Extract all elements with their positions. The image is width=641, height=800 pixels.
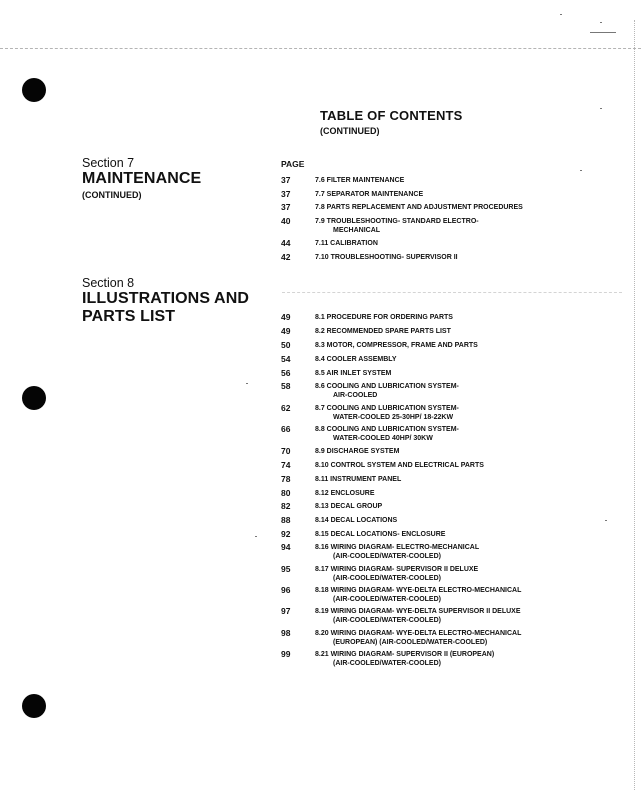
toc-entry-line1: 8.8 COOLING AND LUBRICATION SYSTEM-: [315, 426, 459, 433]
toc-entry-text: [315, 516, 575, 525]
toc-entry-page: 49: [281, 326, 291, 336]
toc-entry-page: 49: [281, 312, 291, 322]
toc-entry: [281, 530, 575, 539]
toc-entry: [281, 404, 575, 422]
toc-entry-line2: (AIR-COOLED/WATER-COOLED): [333, 596, 441, 603]
toc-entry-page: 44: [281, 238, 291, 248]
scan-speck: [590, 32, 616, 33]
toc-entry-line1: 8.17 WIRING DIAGRAM- SUPERVISOR II DELUXE: [315, 566, 479, 573]
section7-continued: (CONTINUED): [82, 190, 142, 200]
toc-entry: [281, 313, 575, 322]
toc-entry-page: 88: [281, 515, 291, 525]
toc-entry-text: [315, 313, 575, 322]
toc-entry-text: [315, 369, 575, 378]
toc-entry-page: 97: [281, 606, 291, 616]
scan-speck: [605, 520, 607, 521]
toc-entry-line1: 8.9 DISCHARGE SYSTEM: [315, 448, 400, 455]
toc-entry-line1: 8.20 WIRING DIAGRAM- WYE-DELTA ELECTRO-MECHANICAL: [315, 630, 522, 637]
toc-entry: [281, 516, 575, 525]
scan-speck: [255, 536, 257, 537]
toc-entry-text: [315, 607, 575, 625]
toc-entry-line1: 8.5 AIR INLET SYSTEM: [315, 370, 392, 377]
toc-entry-text: [315, 203, 575, 212]
toc-entry-page: 96: [281, 585, 291, 595]
toc-title: TABLE OF CONTENTS: [320, 108, 463, 123]
toc-entry-line1: 7.11 CALIBRATION: [315, 240, 378, 247]
toc-entry-line1: 8.6 COOLING AND LUBRICATION SYSTEM-: [315, 383, 459, 390]
toc-entry-line2: AIR-COOLED: [333, 392, 378, 399]
toc-entry-line1: 8.7 COOLING AND LUBRICATION SYSTEM-: [315, 405, 459, 412]
toc-entry-page: 92: [281, 529, 291, 539]
toc-entry-page: 95: [281, 564, 291, 574]
toc-entry: [281, 461, 575, 470]
toc-entry-text: [315, 502, 575, 511]
scan-dash-line: [282, 292, 622, 293]
toc-entry-line2: (AIR-COOLED/WATER-COOLED): [333, 575, 441, 582]
toc-entry-line1: 8.1 PROCEDURE FOR ORDERING PARTS: [315, 314, 453, 321]
toc-entry-line1: 8.12 ENCLOSURE: [315, 490, 375, 497]
toc-entry-line1: 7.9 TROUBLESHOOTING- STANDARD ELECTRO-: [315, 218, 479, 225]
toc-entry-page: 98: [281, 628, 291, 638]
toc-entry-text: [315, 341, 575, 350]
toc-entry: [281, 489, 575, 498]
toc-entry-page: 74: [281, 460, 291, 470]
toc-entry-line1: 8.14 DECAL LOCATIONS: [315, 517, 398, 524]
toc-entry-page: 42: [281, 252, 291, 262]
section8-label: Section 8: [82, 276, 135, 290]
toc-entry: [281, 586, 575, 604]
toc-entry-line2: (AIR-COOLED/WATER-COOLED): [333, 617, 441, 624]
page-column-header: PAGE: [281, 159, 305, 169]
toc-entry: [281, 447, 575, 456]
toc-entry: [281, 475, 575, 484]
toc-entry-line2: WATER-COOLED 25-30HP/ 18-22KW: [333, 414, 454, 421]
section7-label: Section 7: [82, 156, 135, 170]
scan-dash-line: [0, 48, 641, 49]
toc-entry-page: 40: [281, 216, 291, 226]
toc-entry-page: 62: [281, 403, 291, 413]
scan-speck: [600, 22, 602, 23]
toc-entry-text: [315, 447, 575, 456]
toc-entry-text: [315, 489, 575, 498]
scan-speck: [560, 14, 562, 15]
toc-entry-line1: 8.21 WIRING DIAGRAM- SUPERVISOR II (EUROPEAN): [315, 651, 495, 658]
toc-entry-line1: 8.19 WIRING DIAGRAM- WYE-DELTA SUPERVISOR II DELUXE: [315, 608, 521, 615]
toc-entry-page: 94: [281, 542, 291, 552]
toc-entry-line1: 7.10 TROUBLESHOOTING- SUPERVISOR II: [315, 254, 458, 261]
toc-entry-text: [315, 382, 575, 400]
toc-entry-line1: 8.2 RECOMMENDED SPARE PARTS LIST: [315, 328, 451, 335]
scan-speck: [580, 170, 582, 171]
toc-entry-text: [315, 327, 575, 336]
toc-entry-page: 99: [281, 649, 291, 659]
toc-entry-line1: 8.13 DECAL GROUP: [315, 503, 383, 510]
punch-hole: [22, 694, 46, 718]
toc-entry-page: 82: [281, 501, 291, 511]
toc-entry: [281, 341, 575, 350]
toc-entry-text: [315, 253, 575, 262]
scan-speck: [600, 108, 602, 109]
section8-title-line1: ILLUSTRATIONS AND: [82, 290, 250, 307]
toc-entry-line1: 8.3 MOTOR, COMPRESSOR, FRAME AND PARTS: [315, 342, 478, 349]
toc-subtitle: (CONTINUED): [320, 126, 380, 136]
punch-hole: [22, 78, 46, 102]
section7-title: MAINTENANCE: [82, 170, 202, 187]
toc-entry-page: 54: [281, 354, 291, 364]
toc-entry: [281, 565, 575, 583]
toc-entry: [281, 607, 575, 625]
toc-entry-text: [315, 217, 575, 235]
toc-entry: [281, 629, 575, 647]
toc-entry-text: [315, 239, 575, 248]
toc-entry-page: 37: [281, 202, 291, 212]
toc-entry-page: 70: [281, 446, 291, 456]
toc-entry-line1: 8.16 WIRING DIAGRAM- ELECTRO-MECHANICAL: [315, 544, 480, 551]
toc-entry-line1: 8.18 WIRING DIAGRAM- WYE-DELTA ELECTRO-MECHANICAL: [315, 587, 522, 594]
toc-entry: [281, 382, 575, 400]
toc-entry-text: [315, 461, 575, 470]
toc-entry: [281, 253, 575, 262]
scan-speck: [246, 383, 248, 384]
toc-entry: [281, 650, 575, 668]
toc-entry-line1: 8.10 CONTROL SYSTEM AND ELECTRICAL PARTS: [315, 462, 484, 469]
toc-entry-text: [315, 475, 575, 484]
toc-entry-text: [315, 190, 575, 199]
toc-entry-page: 37: [281, 175, 291, 185]
toc-entry-page: 37: [281, 189, 291, 199]
punch-hole: [22, 386, 46, 410]
toc-entry: [281, 190, 575, 199]
toc-entry: [281, 543, 575, 561]
toc-entry-page: 80: [281, 488, 291, 498]
toc-entry-line1: 7.7 SEPARATOR MAINTENANCE: [315, 191, 424, 198]
toc-entry: [281, 217, 575, 235]
toc-entry-line1: 8.15 DECAL LOCATIONS- ENCLOSURE: [315, 531, 446, 538]
toc-entry: [281, 327, 575, 336]
toc-entry: [281, 502, 575, 511]
section8-title-line2: PARTS LIST: [82, 308, 176, 325]
toc-entry-text: [315, 629, 575, 647]
toc-entry-line1: 8.4 COOLER ASSEMBLY: [315, 356, 397, 363]
toc-entry-page: 66: [281, 424, 291, 434]
toc-entry-line2: WATER-COOLED 40HP/ 30KW: [333, 435, 433, 442]
toc-entry-text: [315, 565, 575, 583]
toc-entry: [281, 176, 575, 185]
toc-entry-text: [315, 425, 575, 443]
toc-entry: [281, 369, 575, 378]
toc-entry-line2: (EUROPEAN) (AIR-COOLED/WATER-COOLED): [333, 639, 488, 646]
toc-entry-line1: 7.6 FILTER MAINTENANCE: [315, 177, 405, 184]
toc-entry-page: 78: [281, 474, 291, 484]
scan-edge-line: [634, 20, 635, 790]
toc-entry-text: [315, 355, 575, 364]
toc-entry-text: [315, 404, 575, 422]
toc-entry-text: [315, 530, 575, 539]
toc-entry-line2: (AIR-COOLED/WATER-COOLED): [333, 553, 441, 560]
toc-entry-line1: 8.11 INSTRUMENT PANEL: [315, 476, 402, 483]
toc-entry: [281, 355, 575, 364]
toc-entry: [281, 203, 575, 212]
toc-entry-line2: MECHANICAL: [333, 227, 381, 234]
toc-entry: [281, 239, 575, 248]
toc-entry-line1: 7.8 PARTS REPLACEMENT AND ADJUSTMENT PROCEDURES: [315, 204, 523, 211]
toc-entry-line2: (AIR-COOLED/WATER-COOLED): [333, 660, 441, 667]
toc-entry-text: [315, 650, 575, 668]
toc-entry-text: [315, 176, 575, 185]
toc-entry-text: [315, 586, 575, 604]
toc-entry: [281, 425, 575, 443]
toc-entry-page: 50: [281, 340, 291, 350]
toc-entry-text: [315, 543, 575, 561]
toc-entry-page: 56: [281, 368, 291, 378]
toc-entry-page: 58: [281, 381, 291, 391]
